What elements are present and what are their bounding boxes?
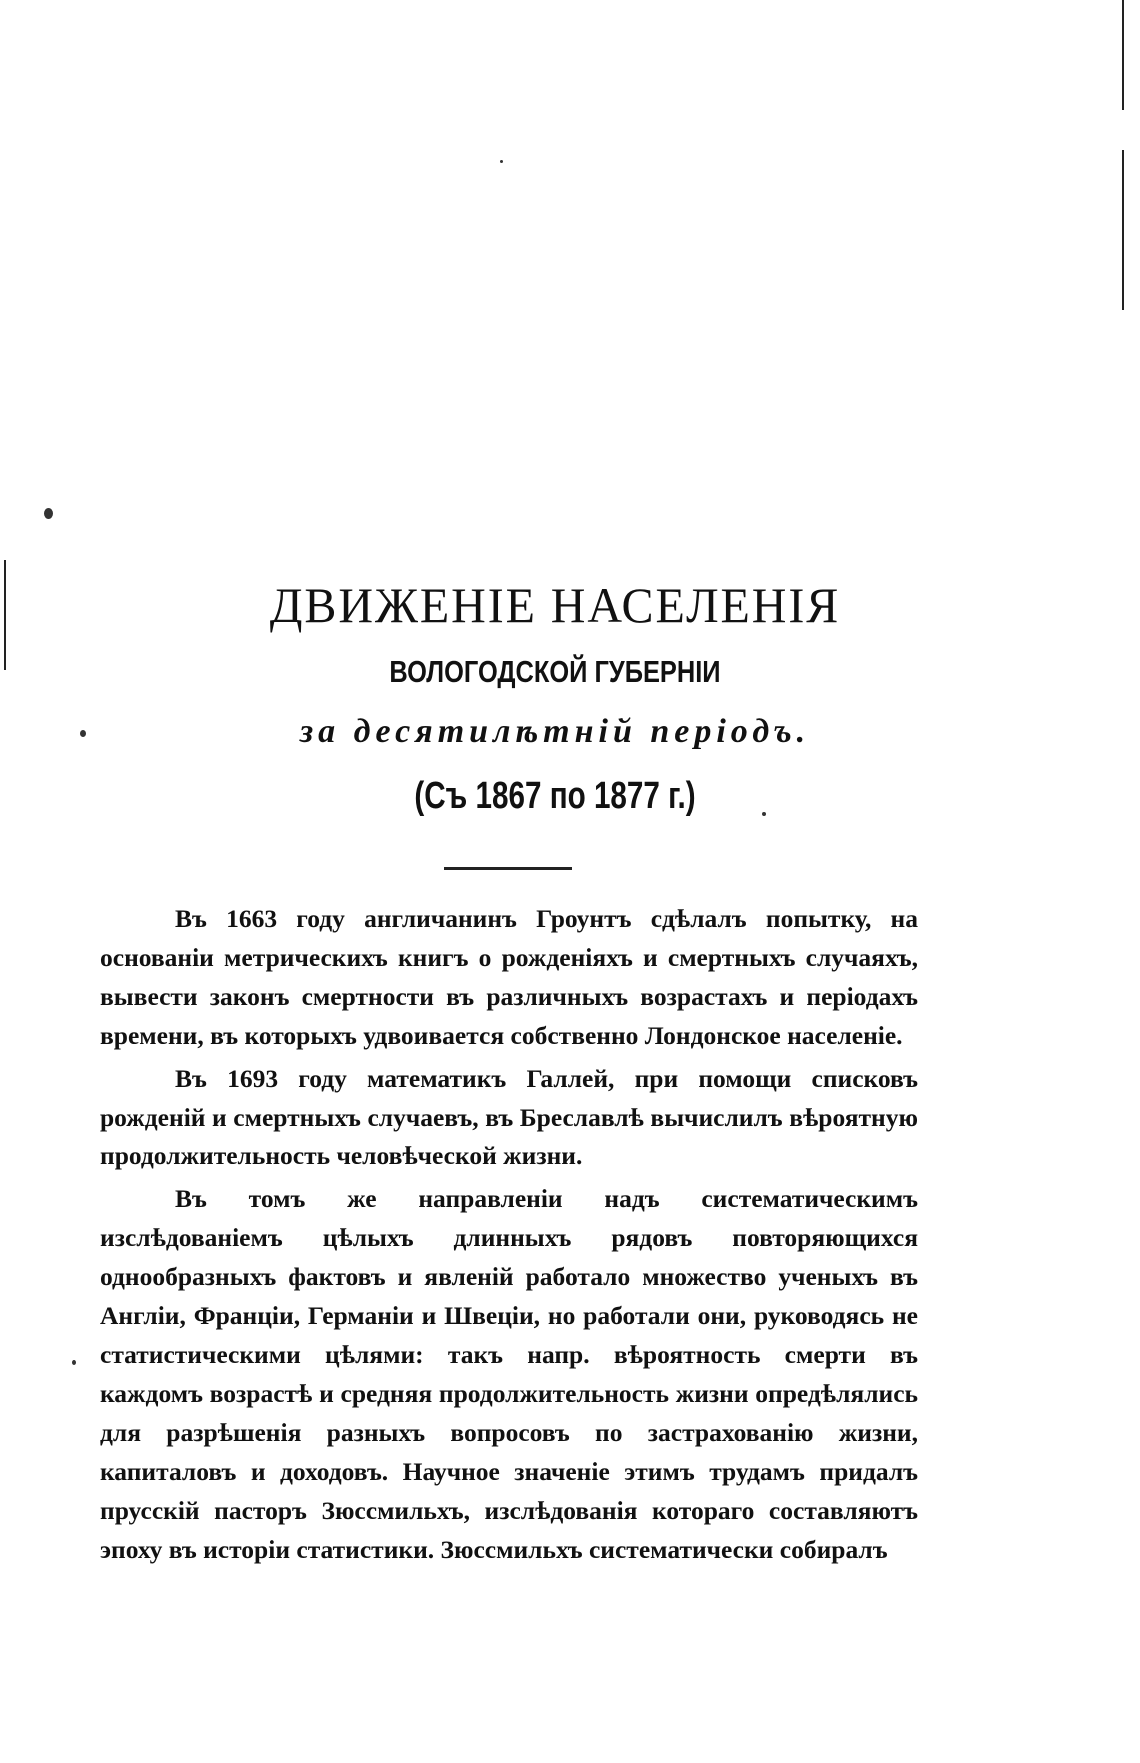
body-text (100, 900, 918, 1569)
paragraph: Въ томъ же направленіи надъ систематическимъ изслѣдованіемъ цѣлыхъ длинныхъ рядовъ повторяющихся однообразныхъ фактовъ и явленій работало множество ученыхъ въ Англіи, Франціи, Германіи и Швеціи, но работали они, руководясь не статистическими цѣлями: такъ напр. вѣроятность смерти въ каждомъ возрастѣ и средняя продолжительность жизни опредѣлялись для разрѣшенія разныхъ вопросовъ по застрахованію жизни, капиталовъ и доходовъ. Научное значеніе этимъ трудамъ придалъ прусскій пасторъ Зюссмильхъ, изслѣдованія котораго составляютъ эпоху въ исторіи статистики. Зюссмильхъ систематически собиралъ (100, 1184, 918, 1564)
paragraph: Въ 1663 году англичанинъ Гроунтъ сдѣлалъ попытку, на основаніи метрическихъ книгъ о рожденіяхъ и смертныхъ случаяхъ, вывести законъ смертности въ различныхъ возрастахъ и періодахъ времени, въ которыхъ удвоивается собственно Лондонское населеніе. (100, 904, 918, 1050)
scan-edge-right (1122, 0, 1124, 110)
title-divider (444, 867, 572, 870)
page-dates: (Съ 1867 по 1877 г.) (414, 775, 696, 817)
scan-edge-left (4, 560, 6, 670)
scan-speck (44, 508, 53, 519)
paragraph: Въ 1693 году математикъ Галлей, при помощи списковъ рожденій и смертныхъ случаевъ, въ Бреславлѣ вычислилъ вѣроятную продолжительность человѣческой жизни. (100, 1063, 918, 1171)
scan-edge-right-lower (1122, 150, 1124, 310)
scan-speck (72, 1360, 76, 1365)
page-title: ДВИЖЕНІЕ НАСЕЛЕНІЯ (269, 577, 841, 633)
page-period: за десятилѣтній періодъ. (299, 713, 811, 750)
scan-speck (80, 730, 86, 737)
page-subtitle: ВОЛОГОДСКОЙ ГУБЕРНІИ (389, 654, 721, 689)
scan-speck (500, 160, 503, 163)
title-block (150, 577, 960, 817)
